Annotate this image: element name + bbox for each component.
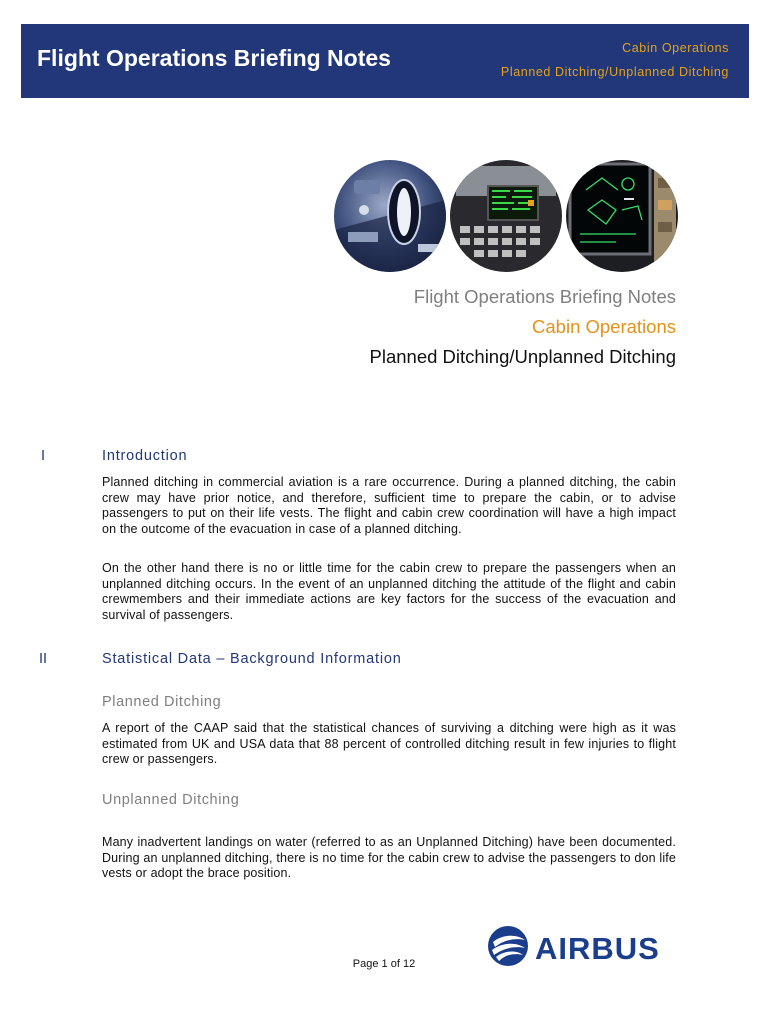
planned-ditching-paragraph: A report of the CAAP said that the statistical chances of surviving a ditching were high as it was estimated from UK and USA data that 88 percent of controlled ditching result in few injuries to flight crew or passengers. (102, 721, 676, 767)
cover-category: Cabin Operations (532, 316, 676, 337)
intro-paragraph-1: Planned ditching in commercial aviation is a rare occurrence. During a planned ditching, the cabin crew may have prior notice, and therefore, sufficient time to prepare the cabin, or to advise passengers to put on their life vests. The flight and cabin crew coordination will have a high impact on the outcome of the evacuation in case of a planned ditching. (102, 475, 676, 537)
page-number: Page 1 of 12 (352, 958, 416, 970)
header-bar (21, 24, 749, 98)
subsection-title-planned-ditching: Planned Ditching (102, 694, 222, 710)
cockpit-throttle-photo (334, 160, 446, 272)
subsection-title-unplanned-ditching: Unplanned Ditching (102, 792, 240, 808)
intro-paragraph-2: On the other hand there is no or little time for the cabin crew to prepare the passengers when an unplanned ditching occurs. In the event of an unplanned ditching the attitude of the flight and cabin crewmembers and their immediate actions are key factors for the success of the evacuation and survival of passengers. (102, 561, 676, 623)
section-number: II (38, 651, 48, 667)
section-title-statistical-data: Statistical Data – Background Information (102, 651, 402, 667)
cover-subtitle: Planned Ditching/Unplanned Ditching (369, 346, 676, 367)
cover-title: Flight Operations Briefing Notes (413, 286, 676, 307)
unplanned-ditching-paragraph: Many inadvertent landings on water (referred to as an Unplanned Ditching) have been documented. During an unplanned ditching, there is no time for the cabin crew to advise the passengers to don life vests or adopt the brace position. (102, 835, 676, 881)
section-title-introduction: Introduction (102, 448, 188, 464)
section-number: I (40, 448, 46, 464)
header-category: Cabin Operations (622, 41, 729, 55)
header-subtitle: Planned Ditching/Unplanned Ditching (500, 65, 729, 79)
cockpit-display-photo (566, 160, 678, 272)
airbus-wordmark: AIRBUS (535, 931, 660, 966)
header-title: Flight Operations Briefing Notes (37, 45, 391, 71)
cockpit-fms-photo (450, 160, 562, 272)
